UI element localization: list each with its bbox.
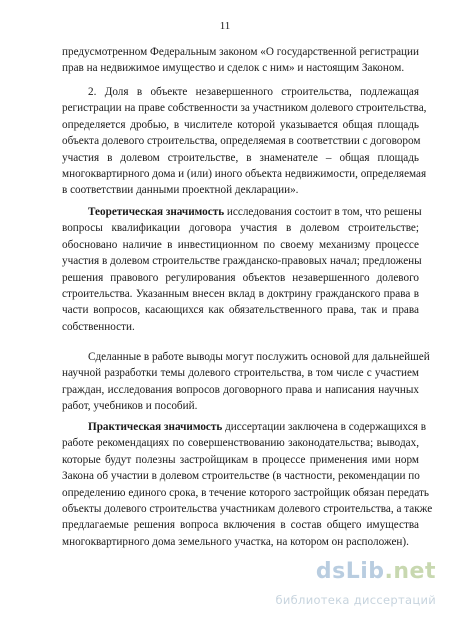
paragraph-continuation	[62, 44, 419, 77]
dslib-watermark	[236, 559, 436, 611]
text-line: объекты долевого строительства участникам долевого строительства, а также	[62, 502, 433, 515]
text-line: в соответствии данными проектной декларации».	[62, 184, 299, 197]
text-line	[62, 419, 427, 435]
dslib-logo	[316, 559, 436, 584]
text-line: решения правового регулирования объектов незавершенного долевого	[62, 271, 419, 284]
text-line: участия в долевом строительстве гражданско-правовых начал; предложены	[62, 255, 422, 268]
logo-tail-text: .net	[384, 559, 436, 584]
watermark-subtitle: библиотека диссертаций	[275, 593, 436, 607]
text-line: Закона об участии в долевом строительстве (в частности, рекомендации по	[62, 470, 420, 483]
text-line: определяется дробью, в числителе которой указывается общая площадь	[62, 118, 419, 131]
text-line: предусмотренном Федеральным законом «О государственной регистрации	[62, 46, 419, 58]
text-line: работ, учебников и пособий.	[62, 400, 198, 413]
text-line: обосновано наличие в инвестиционном по своему механизму процессе	[62, 238, 419, 251]
text-line: объекта долевого строительства, определяемая в соответствии с договором	[62, 135, 421, 148]
text-fragment: диссертации заключена в содержащихся в	[222, 421, 427, 433]
paragraph-conclusions	[62, 349, 430, 415]
text-line: предлагаемые решения вопроса включения в состав общего имущества	[62, 519, 419, 532]
practical-significance-heading: Практическая значимость	[88, 421, 223, 433]
text-line: Сделанные в работе выводы могут послужить основой для дальнейшей	[88, 351, 430, 363]
text-fragment: исследования состоит в том, что решены	[224, 206, 422, 218]
text-line: прав на недвижимое имущество и сделок с ним» и настоящим Законом.	[62, 62, 405, 75]
text-line: вопросы квалификации договора участия в долевом строительстве;	[62, 222, 419, 235]
paragraph-item-2	[62, 84, 427, 199]
text-line: работе рекомендациях по совершенствованию законодательства; выводах,	[62, 437, 419, 450]
theoretical-significance-heading: Теоретическая значимость	[88, 206, 225, 218]
text-line: регистрации на праве собственности за участником долевого строительства,	[62, 102, 427, 115]
text-line	[62, 204, 422, 220]
text-line: строительства. Указанным внесен вклад в доктрину гражданского права в	[62, 287, 419, 300]
text-line: научной разработки темы долевого строительства, в том числе с участием	[62, 367, 419, 380]
text-line: многоквартирного дома и (или) иного объекта недвижимости, определяемая	[62, 167, 427, 180]
text-line: определению единого срока, в течение которого застройщик обязан передать	[62, 486, 430, 499]
page-number: 11	[219, 20, 231, 32]
text-line: которые будут полезны застройщикам в процессе применения ими норм	[62, 453, 419, 466]
text-line: части вопросов, касающихся как обязательственного права, так и права	[62, 304, 419, 317]
text-line: собственности.	[62, 320, 135, 333]
text-line: 2. Доля в объекте незавершенного строительства, подлежащая	[88, 86, 419, 98]
logo-main-text: dsLib	[315, 559, 385, 584]
paragraph-practical-significance	[62, 419, 433, 550]
paragraph-theoretical-significance	[62, 204, 422, 335]
text-line: участия в долевом строительстве, в знаменателе – общая площадь	[62, 151, 419, 164]
text-line: многоквартирного дома земельного участка, на котором он расположен).	[62, 535, 409, 548]
text-line: граждан, исследования вопросов договорного права и написания научных	[62, 383, 419, 396]
